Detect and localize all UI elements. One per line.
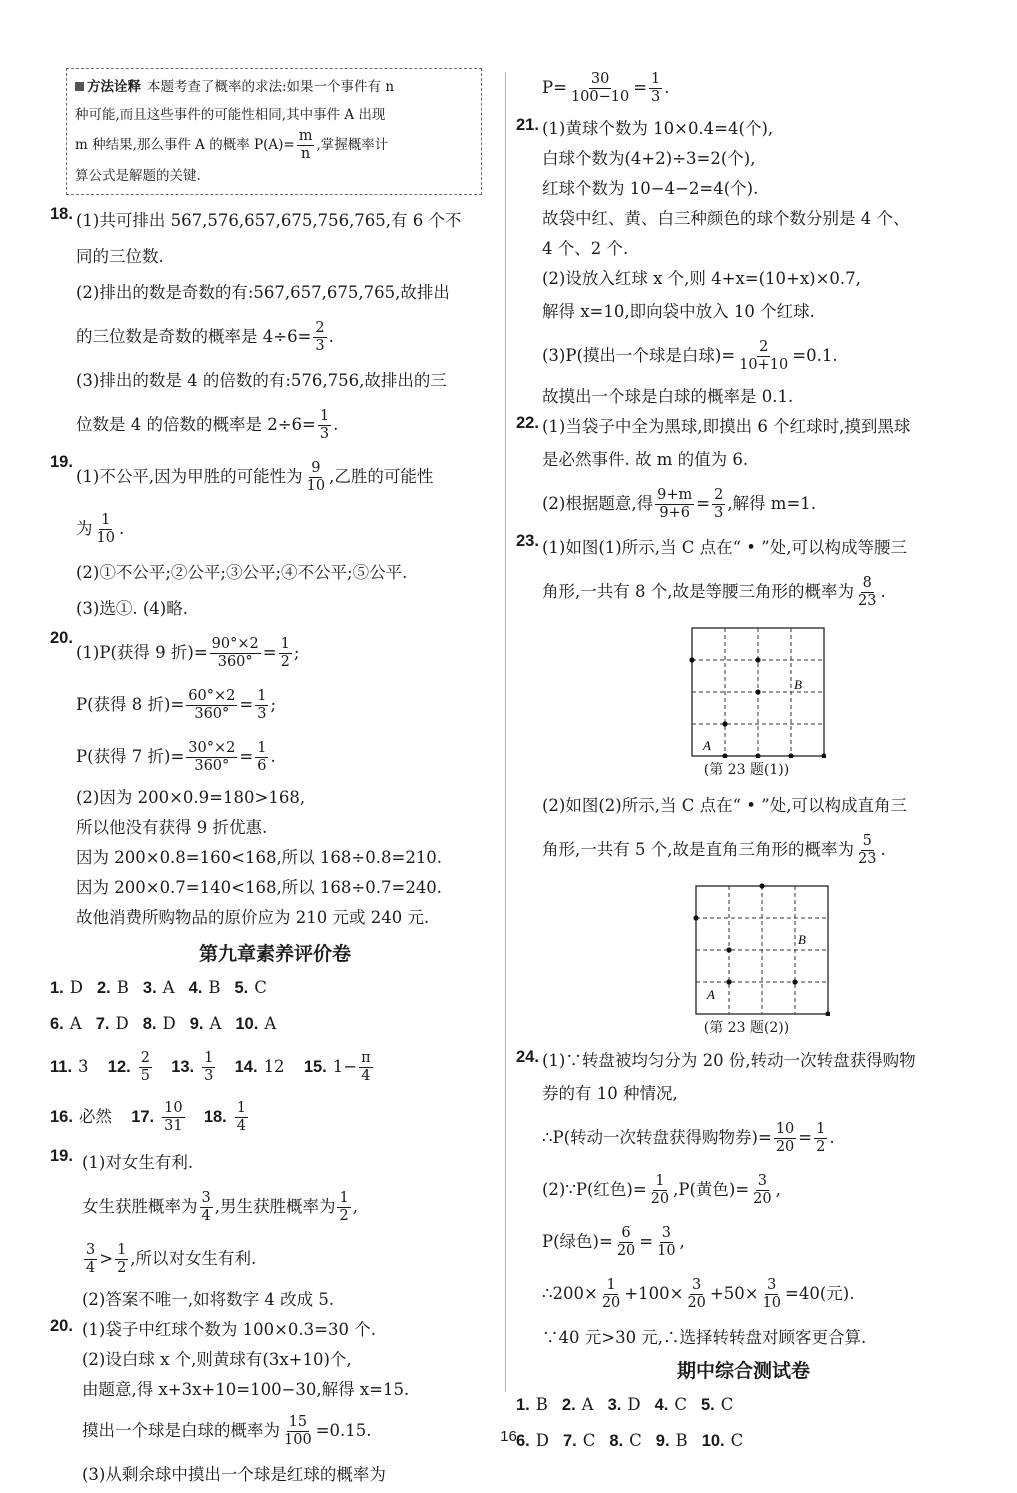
- answer-number: 8.: [142, 1015, 157, 1034]
- grid-dot: [755, 689, 760, 694]
- right-column: [516, 62, 971, 1462]
- answer-line: P(获得 8 折)= $\frac{60^\circ\times 2}{360^\circ}$ = $\frac{1}{3}$ ;: [76, 688, 276, 723]
- answer-line: (2)如图(2)所示,当 C 点在“ • ”处,可以构成直角三: [542, 796, 907, 815]
- answer-choice: C: [254, 978, 267, 998]
- method-tip-box: [66, 68, 482, 195]
- answer-24: [516, 1046, 971, 1356]
- answer-line: 红球个数为 10−4−2=4(个).: [542, 179, 759, 198]
- tip-title: 方法诠释: [87, 79, 141, 95]
- answer-choice: D: [535, 1431, 549, 1450]
- answer-row: [516, 1390, 971, 1420]
- answer-line: 摸出一个球是白球的概率为 $\frac{15}{100}$ =0.15.: [82, 1414, 372, 1449]
- figure-caption: (第 23 题(1)): [703, 762, 790, 778]
- answer-line: (1)如图(1)所示,当 C 点在“ • ”处,可以构成等腰三: [542, 538, 907, 557]
- answer-choice: C: [629, 1431, 642, 1450]
- answer-line: (1)对女生有利.: [82, 1153, 194, 1173]
- tip-text: 算公式是解题的关键.: [75, 168, 201, 185]
- answer-line: 故摸出一个球是白球的概率是 0.1.: [542, 387, 794, 406]
- answer-line: (3)选①. (4)略.: [76, 599, 188, 619]
- figure-23-2-grid: [690, 882, 830, 1016]
- page-number: 16: [500, 1428, 517, 1445]
- answer-number: 4.: [654, 1396, 669, 1414]
- answer-number: 9.: [189, 1015, 204, 1034]
- answer-line: 角形,一共有 5 个,故是直角三角形的概率为 $\frac{5}{23}$ .: [542, 832, 886, 867]
- answer-line: 4 个、2 个.: [542, 239, 629, 258]
- answer-line: (2)排出的数是奇数的有:567,657,675,765,故排出: [76, 283, 450, 303]
- answer-line: (3)排出的数是 4 的倍数的有:576,756,故排出的三: [76, 371, 447, 391]
- point-a-label: A: [707, 987, 715, 1002]
- tip-text: 种可能,而且这些事件的可能性相同,其中事件 A 出现: [75, 107, 386, 123]
- tip-text: 本题考查了概率的求法:如果一个事件有 n: [147, 79, 395, 95]
- fraction: $\frac{9}{10}$: [306, 460, 326, 495]
- answer-number: 9.: [655, 1432, 670, 1450]
- answer-line: $\frac{3}{4}$ > $\frac{1}{2}$ ,所以对女生有利.: [86, 1242, 257, 1277]
- answer-line: (2)∵P(红色)= $\frac{1}{20}$ ,P(黄色)= $\frac{3}{20}$ ,: [542, 1172, 781, 1207]
- answer-choice: C: [720, 1395, 734, 1414]
- grid-dot: [722, 753, 727, 758]
- answer-line: (2)根据题意,得 $\frac{9+m}{9+6}$ = $\frac{2}{3}$ ,解得 m=1.: [542, 486, 817, 521]
- answer-line: 解得 x=10,即向袋中放入 10 个红球.: [542, 302, 815, 321]
- grid-dot: [788, 753, 793, 758]
- grid-dot: [726, 979, 731, 984]
- answer-18: [50, 203, 500, 451]
- question-number: 22.: [516, 414, 539, 432]
- answer-line: 为 $\frac{1}{10}$ .: [76, 512, 125, 547]
- fraction: $\frac{2}{3}$: [315, 320, 325, 355]
- fraction: $\frac{1}{3}$: [319, 408, 330, 443]
- point-a-label: A: [703, 738, 711, 753]
- answer-choice: D: [69, 978, 83, 998]
- answer-choice: D: [627, 1395, 641, 1414]
- answer-line: (1)∵转盘被均匀分为 20 份,转动一次转盘获得购物: [542, 1051, 916, 1070]
- answer-number: 2.: [561, 1396, 576, 1414]
- fraction: [297, 129, 315, 162]
- grid-dot: [755, 753, 760, 758]
- answer-choice: A: [162, 978, 175, 998]
- answer-23: [516, 530, 971, 1038]
- answer-choice: C: [730, 1431, 744, 1450]
- answer-line: (3)P(摸出一个球是白球)= $\frac{2}{10+10}$ =0.1.: [542, 338, 838, 373]
- answer-line: P(绿色)= $\frac{6}{20}$ = $\frac{3}{10}$ ,: [542, 1224, 685, 1259]
- question-number: 19.: [50, 453, 73, 472]
- answer-number: 3.: [142, 979, 157, 998]
- answer-choice: B: [535, 1395, 548, 1414]
- answer-line: 所以他没有获得 9 折优惠.: [76, 818, 268, 838]
- answer-choice: C: [674, 1395, 687, 1414]
- question-number: 20.: [50, 1317, 73, 1336]
- answer-number: 4.: [188, 979, 203, 998]
- answer-line: 女生获胜概率为 $\frac{3}{4}$ ,男生获胜概率为 $\frac{1}{2}$ ,: [82, 1190, 358, 1225]
- answer-line: 同的三位数.: [76, 247, 164, 267]
- answer-line: (1)当袋子中全为黑球,即摸出 6 个红球时,摸到黑球: [542, 417, 911, 436]
- answer-number: 7.: [95, 1015, 110, 1034]
- fraction: $\frac{1}{10}$: [96, 512, 115, 547]
- answer-line: (1)不公平,因为甲胜的可能性为 $\frac{9}{10}$ ,乙胜的可能性: [76, 460, 434, 495]
- answer-number: 5.: [700, 1396, 715, 1414]
- answer-19: [50, 451, 500, 627]
- answer-row: [50, 973, 500, 1003]
- answer-line: 位数是 4 的倍数的概率是 2÷6= $\frac{1}{3}$ .: [76, 408, 339, 443]
- answer-line: 角形,一共有 8 个,故是等腰三角形的概率为 $\frac{8}{23}$ .: [542, 574, 886, 609]
- point-b-label: B: [798, 932, 806, 947]
- answer-number: 7.: [563, 1432, 577, 1450]
- answer-number: 10.: [701, 1432, 725, 1450]
- tip-text: m 种结果,那么事件 A 的概率 P(A)=: [75, 137, 295, 154]
- answer-number: 10.: [235, 1015, 259, 1034]
- answer-21: [516, 114, 971, 412]
- answer-line: ∴P(转动一次转盘获得购物券)= $\frac{10}{20}$ = $\frac{1}{2}$ .: [542, 1120, 835, 1155]
- tip-marker-icon: [75, 82, 84, 91]
- figure-caption: (第 23 题(2)): [703, 1020, 790, 1036]
- answer-line: (1)共可排出 567,576,657,675,756,765,有 6 个不: [76, 211, 462, 231]
- answer-line: 由题意,得 x+3x+10=100−30,解得 x=15.: [82, 1380, 410, 1400]
- answer-line: 券的有 10 种情况,: [542, 1084, 678, 1103]
- question-number: 19.: [50, 1147, 73, 1166]
- answer-line: (2)设白球 x 个,则黄球有(3x+10)个,: [82, 1350, 352, 1370]
- chapter9-title: 第九章素养评价卷: [198, 943, 351, 966]
- chapter9-answer-19: [50, 1145, 500, 1315]
- answer-line: (1)袋子中红球个数为 100×0.3=30 个.: [82, 1320, 376, 1340]
- answer-number: 6.: [50, 1015, 64, 1034]
- numerator: m: [297, 129, 315, 146]
- answer-number: 8.: [609, 1432, 624, 1450]
- grid-dot: [689, 657, 694, 662]
- answer-line: (1)P(获得 9 折)= $\frac{90^\circ\times 2}{360^\circ}$ = $\frac{1}{2}$ ;: [76, 636, 300, 671]
- answer-line: (1)黄球个数为 10×0.4=4(个),: [542, 119, 774, 138]
- grid-dot: [726, 947, 731, 952]
- point-b-label: B: [794, 677, 802, 692]
- question-number: 23.: [516, 532, 539, 550]
- answer-20: [50, 627, 500, 933]
- answer-line: 白球个数为(4+2)÷3=2(个),: [542, 149, 756, 168]
- grid-dot: [755, 657, 760, 662]
- answer-choice: B: [116, 978, 129, 998]
- grid-dot: [821, 753, 826, 758]
- answer-line: ∵40 元>30 元,∴选择转转盘对顾客更合算.: [542, 1328, 867, 1347]
- answer-line: P= $\frac{30}{100-10}$ = $\frac{1}{3}$ .: [542, 70, 670, 105]
- answer-choice: C: [582, 1431, 596, 1450]
- grid-dot: [825, 1011, 830, 1016]
- question-number: 24.: [516, 1048, 539, 1066]
- denominator: n: [300, 146, 311, 163]
- answer-choice: A: [264, 1014, 277, 1034]
- answer-line: (3)从剩余球中摸出一个球是红球的概率为: [82, 1465, 386, 1485]
- answer-number: 1.: [516, 1396, 530, 1414]
- answer-line: 故袋中红、黄、白三种颜色的球个数分别是 4 个、: [542, 209, 910, 228]
- question-number: 18.: [50, 205, 73, 224]
- answer-line: 因为 200×0.7=140<168,所以 168÷0.7=240.: [76, 878, 443, 898]
- grid-dot: [759, 883, 764, 888]
- answer-number: 1.: [50, 979, 64, 998]
- answer-number: 3.: [607, 1396, 622, 1414]
- answer-number: 2.: [97, 979, 111, 998]
- grid-dot: [792, 979, 797, 984]
- answer-choice: B: [675, 1431, 688, 1450]
- answer-line: 因为 200×0.8=160<168,所以 168÷0.8=210.: [76, 848, 443, 868]
- answer-row: [50, 1009, 500, 1039]
- left-column: [50, 62, 500, 1493]
- answer-number: 5.: [234, 979, 249, 998]
- answer-22: [516, 412, 971, 530]
- question-number: 20.: [50, 629, 73, 648]
- grid-dot: [722, 721, 727, 726]
- midterm-title: 期中综合测试卷: [676, 1360, 810, 1382]
- answer-choice: D: [115, 1014, 129, 1034]
- answer-row: 16. 必然 17. $\frac{10}{31}$ 18. $\frac{1}{4}$: [50, 1100, 246, 1135]
- chapter9-answer-20: [50, 1315, 500, 1493]
- answer-choice: A: [209, 1014, 222, 1034]
- answer-choice: A: [581, 1395, 594, 1414]
- answer-number: 6.: [516, 1432, 530, 1450]
- answer-choice: B: [208, 978, 221, 998]
- column-divider: [505, 72, 506, 1392]
- answer-line: P(获得 7 折)= $\frac{30^\circ\times 2}{360^\circ}$ = $\frac{1}{6}$ .: [76, 740, 276, 775]
- answer-line: (2)①不公平;②公平;③公平;④不公平;⑤公平.: [76, 563, 408, 583]
- answer-line: (2)因为 200×0.9=180>168,: [76, 788, 306, 808]
- answer-choice: D: [162, 1014, 176, 1034]
- tip-text: ,掌握概率计: [316, 137, 389, 154]
- grid-dot: [693, 915, 698, 920]
- answer-row: 11. 3 12. $\frac{2}{5}$ 13. $\frac{1}{3}$ 14. 12 15. 1− $\frac{\pi}{4}$: [50, 1050, 371, 1085]
- answer-line: ∴200× $\frac{1}{20}$ +100× $\frac{3}{20}$ +50× $\frac{3}{10}$ =40(元).: [542, 1276, 855, 1311]
- answer-line: 的三位数是奇数的概率是 4÷6= $\frac{2}{3}$ .: [76, 320, 334, 355]
- answer-line: (2)答案不唯一,如将数字 4 改成 5.: [82, 1290, 335, 1310]
- question-number: 21.: [516, 116, 539, 134]
- answer-choice: A: [69, 1014, 82, 1034]
- figure-23-1-grid: [686, 624, 826, 758]
- answer-line: 是必然事件. 故 m 的值为 6.: [542, 450, 749, 469]
- answer-line: 故他消费所购物品的原价应为 210 元或 240 元.: [76, 908, 430, 928]
- answer-line: (2)设放入红球 x 个,则 4+x=(10+x)×0.7,: [542, 269, 861, 288]
